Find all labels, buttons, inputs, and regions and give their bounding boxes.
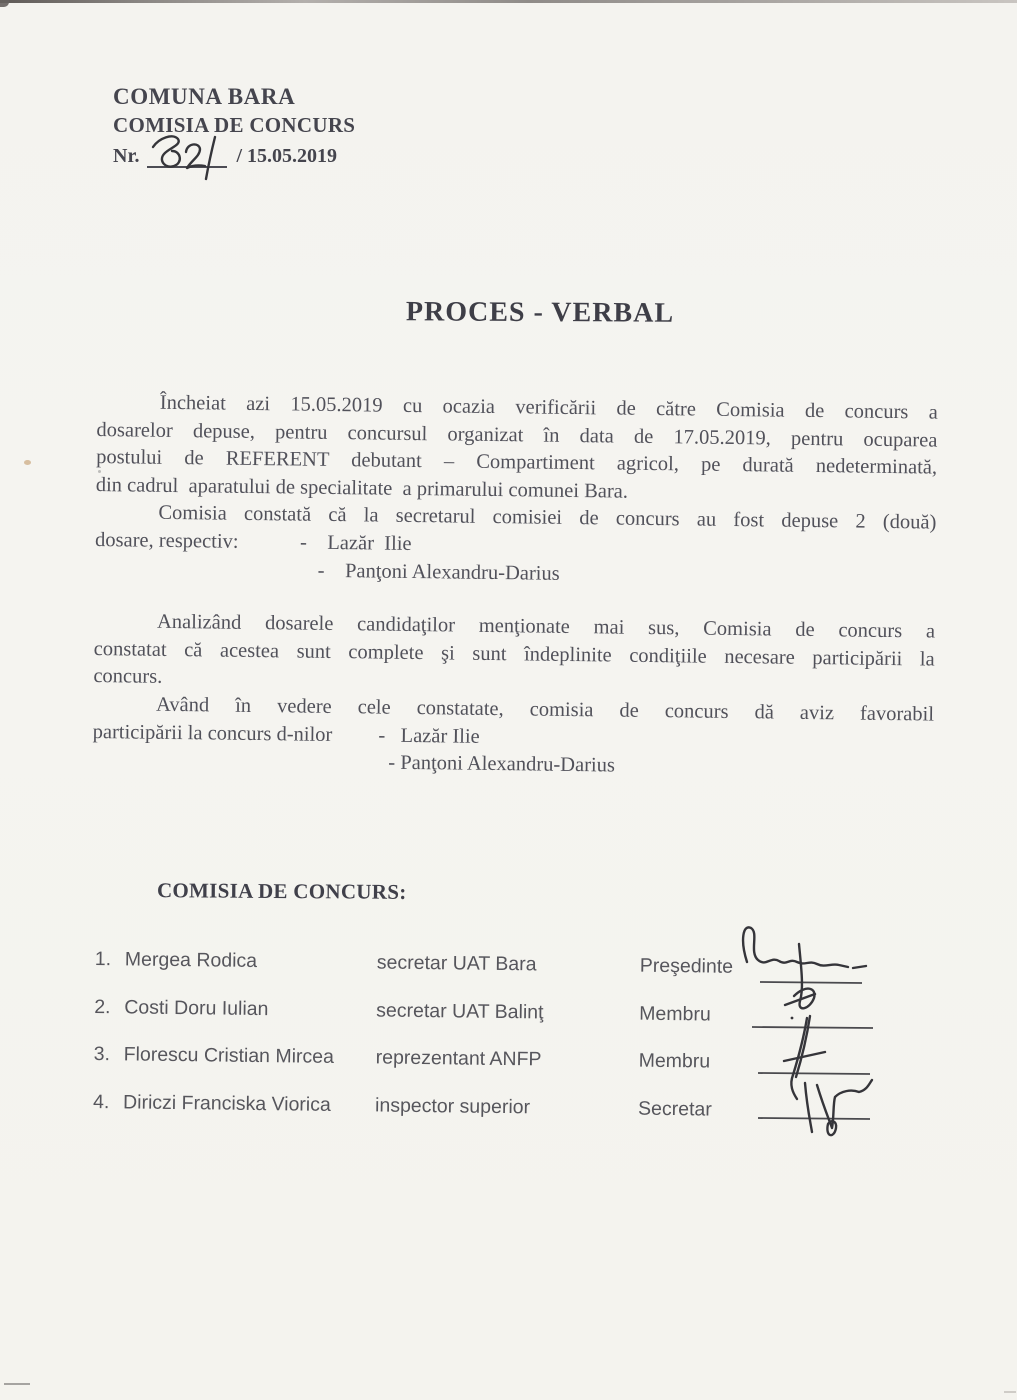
member-role: Membru: [639, 1002, 711, 1026]
signatures-area: [715, 898, 1015, 1168]
member-position: reprezentant ANFP: [375, 1046, 542, 1071]
document-title: PROCES - VERBAL: [405, 296, 675, 329]
member-number: 2.: [94, 995, 111, 1018]
member-position: secretar UAT Balinţ: [376, 998, 544, 1023]
organization-name: COMUNA BARA: [113, 84, 296, 109]
number-label: Nr.: [113, 145, 140, 167]
paragraph-line: postului de REFERENT debutant – Compartiment agricol, pe durată nedeterminată,: [96, 446, 938, 479]
document-body: [92, 389, 938, 784]
paragraph-line: Comisia constată că la secretarul comisiei de concurs au fost depuse 2 (două): [158, 502, 937, 534]
member-row: [94, 948, 755, 1004]
member-name: Diriczi Franciska Viorica: [122, 1090, 331, 1116]
scan-edge-artifact: [0, 0, 1017, 3]
candidate-line: - Panţoni Alexandru-Darius: [388, 751, 616, 777]
candidate-line: participării la concurs d-nilor - Lazăr Ilie: [92, 720, 480, 748]
letterhead: [113, 84, 355, 168]
handwritten-number-ink: [149, 132, 233, 180]
scan-bottom-artifact-right: [1004, 1391, 1016, 1393]
signature-ink: [743, 927, 872, 1135]
committee-name: COMISIA DE CONCURS: [113, 113, 356, 137]
member-role: Preşedinte: [639, 954, 734, 978]
member-number: 4.: [92, 1090, 110, 1113]
paragraph-line: Încheiat azi 15.05.2019 cu ocazia verificării de către Comisia de concurs a: [159, 391, 938, 424]
paragraph-line: Având în vedere cele constatate, comisia de concurs dă aviz favorabil: [155, 693, 935, 726]
member-row: [94, 995, 755, 1051]
scan-corner-artifact: [0, 0, 9, 7]
registration-number-line: [113, 141, 355, 168]
paragraph-line: constatat că acestea sunt complete şi sunt îndeplinite condiţiile necesare participării la: [93, 637, 935, 671]
member-name: Mergea Rodica: [124, 948, 258, 972]
paragraph-line: concurs.: [93, 665, 163, 689]
paragraph-line: Analizând dosarele candidaţilor menţionate mai sus, Comisia de concurs a: [156, 610, 936, 643]
handwritten-number: [147, 141, 227, 168]
member-position: secretar UAT Bara: [376, 951, 537, 976]
candidate-line: - Panţoni Alexandru-Darius: [317, 559, 560, 585]
paragraph-line: dosarelor depuse, pentru concursul organizat în data de 17.05.2019, pentru ocuparea: [96, 418, 938, 452]
member-role: Secretar: [637, 1097, 712, 1121]
member-role: Membru: [638, 1049, 711, 1073]
paper-speck: [24, 460, 31, 465]
document-date: / 15.05.2019: [236, 145, 338, 167]
members-list: [93, 948, 755, 1146]
member-name: Costi Doru Iulian: [124, 995, 269, 1020]
member-number: 3.: [93, 1042, 111, 1066]
member-row: [93, 1090, 754, 1146]
member-position: inspector superior: [374, 1093, 531, 1118]
paragraph-line: din cadrul aparatului de specialitate a primarului comunei Bara.: [95, 473, 629, 503]
scan-bottom-artifact: [4, 1383, 30, 1385]
member-number: 1.: [94, 948, 112, 971]
candidate-line: dosare, respectiv: - Lazăr Ilie: [94, 528, 412, 555]
member-name: Florescu Cristian Mircea: [123, 1043, 335, 1068]
member-row: [93, 1043, 754, 1099]
committee-section-heading: COMISIA DE CONCURS:: [156, 878, 407, 904]
